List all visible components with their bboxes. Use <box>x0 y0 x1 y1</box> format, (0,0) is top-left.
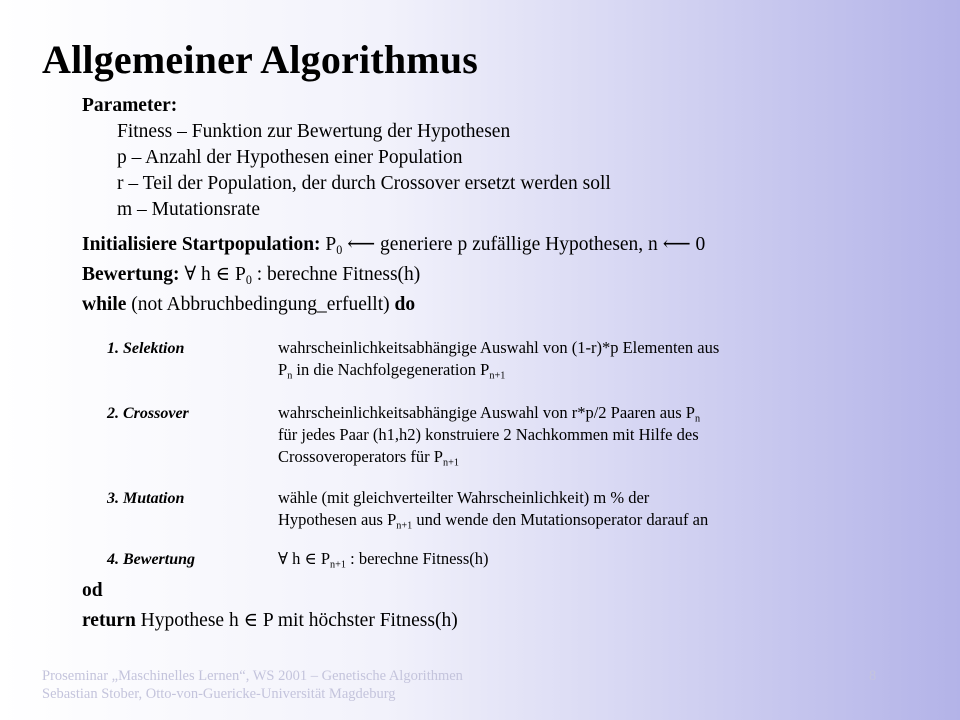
selektion-line-2 <box>278 359 719 381</box>
element-of-icon: ∈ <box>215 264 231 285</box>
bewertung-p: P <box>320 549 330 568</box>
while-condition: (not Abbruchbedingung_erfuellt) <box>131 294 390 315</box>
crossover-line-2: für jedes Paar (h1,h2) konstruiere 2 Nachkommen mit Hilfe des <box>278 425 699 444</box>
mutation-sub-n1: n+1 <box>396 520 413 532</box>
footer-line-1: Proseminar „Maschinelles Lernen“, WS 2001 – Genetische Algorithmen <box>42 668 463 684</box>
crossover-sub-n1: n+1 <box>442 457 459 469</box>
init-p: P <box>325 234 337 255</box>
selektion-sub-n: n <box>287 370 293 382</box>
footer-text <box>42 667 463 703</box>
crossover-text-a: wahrscheinlichkeitsabhängige Auswahl von r*p/2 Paaren aus P <box>278 403 695 422</box>
footer-line-2: Sebastian Stober, Otto-von-Guericke-Universität Magdeburg <box>42 686 396 702</box>
do-keyword: do <box>394 294 416 315</box>
page-number: 8 <box>869 668 877 684</box>
bewertung-h: h <box>292 549 301 568</box>
assign-arrow-icon: ⟵ <box>347 234 376 255</box>
mutation-line-1: wähle (mit gleichverteilter Wahrscheinlichkeit) m % der <box>278 488 650 507</box>
eval-label: Bewertung: <box>82 264 180 285</box>
step-crossover-text <box>278 402 700 468</box>
init-zero: 0 <box>695 234 706 255</box>
assign-arrow-icon-2: ⟵ <box>662 234 691 255</box>
return-keyword: return <box>82 610 136 631</box>
selektion-text-b: in die Nachfolgegeneration P <box>296 360 490 379</box>
step-selektion-label: 1. Selektion <box>107 340 185 357</box>
forall-icon: ∀ <box>184 264 197 285</box>
crossover-text-c: Crossoveroperators für P <box>278 447 443 466</box>
init-line <box>82 232 705 258</box>
parameter-label: Parameter: <box>82 95 178 116</box>
parameter-fitness: Fitness – Funktion zur Bewertung der Hypothesen <box>117 121 511 142</box>
step-crossover-label: 2. Crossover <box>107 405 189 422</box>
step-bewertung-text <box>278 548 488 570</box>
selektion-line-1: wahrscheinlichkeitsabhängige Auswahl von (1-r)*p Elementen aus <box>278 338 720 357</box>
mutation-text-a: Hypothesen aus P <box>278 510 397 529</box>
step-mutation-text <box>278 487 708 531</box>
slide-title: Allgemeiner Algorithmus <box>42 37 479 82</box>
parameter-p: p – Anzahl der Hypothesen einer Population <box>117 147 463 168</box>
return-line <box>82 608 458 634</box>
step-bewertung-label: 4. Bewertung <box>107 551 196 568</box>
eval-h: h <box>201 264 211 285</box>
crossover-line-3 <box>278 446 700 468</box>
crossover-line-1 <box>278 402 700 424</box>
eval-p: P <box>234 264 246 285</box>
parameter-list <box>117 119 611 223</box>
while-keyword: while <box>82 294 127 315</box>
bewertung-sub: n+1 <box>330 559 346 571</box>
return-text-b: P mit höchster Fitness(h) <box>262 610 458 631</box>
od-keyword: od <box>82 580 103 601</box>
parameter-m: m – Mutationsrate <box>117 199 260 220</box>
init-label: Initialisiere Startpopulation: <box>82 234 321 255</box>
selektion-sub-n1: n+1 <box>489 370 506 382</box>
eval-text: : berechne Fitness(h) <box>256 264 421 285</box>
step-selektion-text <box>278 337 719 381</box>
while-line <box>82 292 415 318</box>
step-mutation-label: 3. Mutation <box>107 490 185 507</box>
return-text-a: Hypothese h <box>140 610 239 631</box>
mutation-text-b: und wende den Mutationsoperator darauf an <box>416 510 709 529</box>
init-p-sub: 0 <box>336 242 343 257</box>
forall-icon-2: ∀ <box>278 549 288 568</box>
bewertung-text: : berechne Fitness(h) <box>350 549 489 568</box>
eval-line <box>82 262 420 288</box>
mutation-line-2 <box>278 509 708 531</box>
parameter-r: r – Teil der Population, der durch Crossover ersetzt werden soll <box>117 173 611 194</box>
selektion-p: P <box>278 360 288 379</box>
crossover-sub-n: n <box>695 413 701 425</box>
init-text: generiere p zufällige Hypothesen, n <box>380 234 658 255</box>
element-of-icon-3: ∈ <box>243 610 259 631</box>
element-of-icon-2: ∈ <box>304 549 317 568</box>
eval-p-sub: 0 <box>245 272 252 287</box>
